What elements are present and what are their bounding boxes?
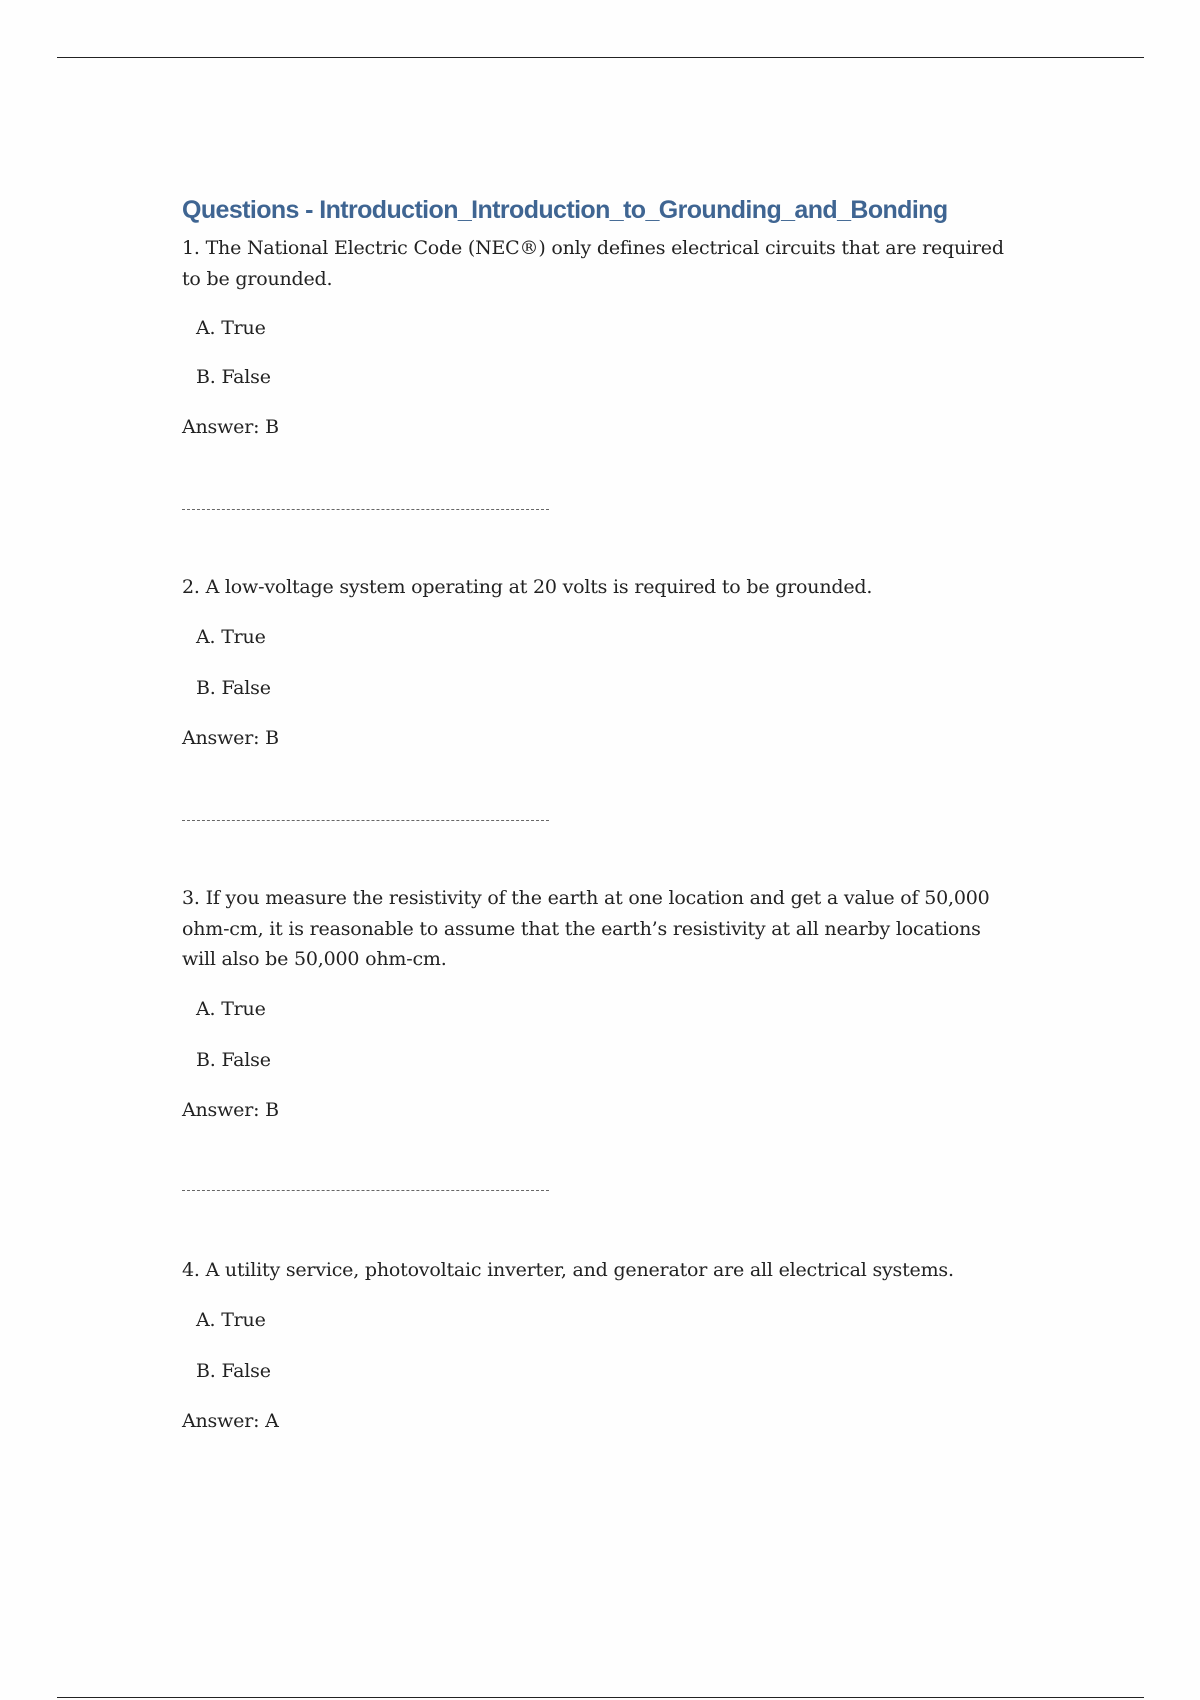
option-a: A. True [196, 317, 266, 339]
answer: Answer: B [182, 727, 279, 749]
option-b: B. False [196, 366, 271, 388]
option-a: A. True [196, 1309, 266, 1331]
question-text: 3. If you measure the resistivity of the earth at one location and get a value of 50,000 [182, 887, 990, 909]
separator [182, 509, 549, 510]
separator [182, 820, 549, 821]
separator [182, 1190, 549, 1191]
footer-rule [57, 1697, 1144, 1698]
option-a: A. True [196, 626, 266, 648]
header-rule [57, 57, 1144, 58]
question-text: 4. A utility service, photovoltaic inverter, and generator are all electrical systems. [182, 1259, 954, 1281]
option-a: A. True [196, 998, 266, 1020]
answer: Answer: B [182, 416, 279, 438]
question-text: 1. The National Electric Code (NEC®) only defines electrical circuits that are required [182, 237, 1004, 259]
page-title: Questions - Introduction_Introduction_to_Grounding_and_Bonding [182, 196, 948, 224]
question-text: 2. A low-voltage system operating at 20 volts is required to be grounded. [182, 576, 873, 598]
option-b: B. False [196, 1360, 271, 1382]
answer: Answer: A [182, 1410, 279, 1432]
question-text: to be grounded. [182, 268, 333, 290]
option-b: B. False [196, 1049, 271, 1071]
option-b: B. False [196, 677, 271, 699]
question-text: ohm-cm, it is reasonable to assume that the earth’s resistivity at all nearby locations [182, 918, 981, 940]
answer: Answer: B [182, 1099, 279, 1121]
question-text: will also be 50,000 ohm-cm. [182, 948, 447, 970]
